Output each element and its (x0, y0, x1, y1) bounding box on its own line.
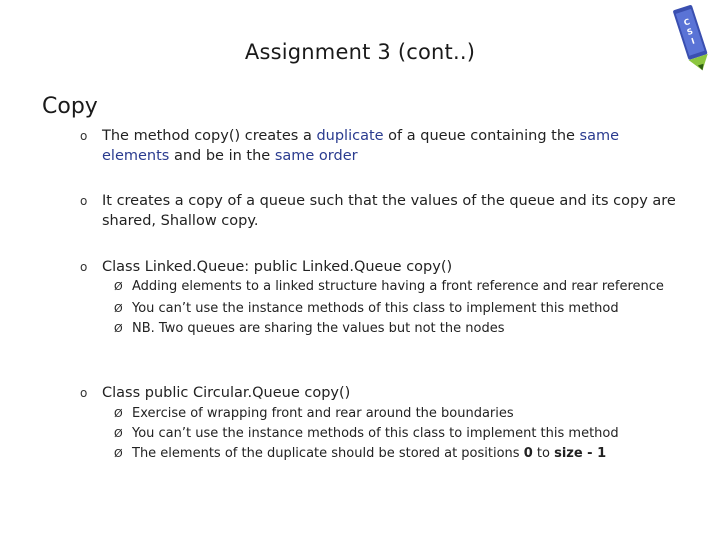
pencil-logo-icon (668, 2, 716, 74)
list-item (114, 299, 674, 319)
list-item-text: to (532, 446, 555, 461)
text-part: and be in the (169, 148, 275, 164)
bullet-marker: o (80, 260, 88, 274)
list-item-text: The elements of the duplicate should be stored at positions (132, 446, 524, 461)
list-item (114, 444, 674, 464)
section-heading: Copy (42, 94, 98, 119)
arrow-bullet-icon: Ø (114, 447, 123, 460)
svg-text:C: C (682, 17, 692, 28)
list-item-text: NB. Two queues are sharing the values but not the nodes (132, 321, 505, 336)
text-part: of a queue containing the (383, 128, 580, 144)
code-copy: copy() (194, 128, 241, 144)
text-part: creates a (240, 128, 317, 144)
arrow-bullet-icon: Ø (114, 427, 123, 440)
bullet-text (102, 126, 680, 166)
list-item-text: Adding elements to a linked structure having a front reference and rear reference (132, 279, 664, 294)
bullet-text: Class Linked.Queue: public Linked.Queue copy() (102, 259, 453, 275)
bullet-copy-method (80, 126, 680, 166)
linked-queue-sub-list (114, 279, 674, 339)
arrow-bullet-icon: Ø (114, 280, 123, 293)
svg-text:S: S (685, 26, 695, 37)
bullet-circular-queue (80, 383, 680, 403)
list-item (114, 404, 674, 424)
highlight-same-order: same order (274, 148, 358, 164)
bullet-text: It creates a copy of a queue such that the values of the queue and its copy are shared, Shallow copy. (102, 193, 676, 229)
bullet-linked-queue (80, 257, 680, 277)
bullet-text: Class public Circular.Queue copy() (102, 385, 351, 401)
bullet-shallow-copy (80, 191, 680, 231)
bullet-marker: o (80, 194, 88, 208)
list-item (114, 319, 674, 339)
highlight-same-elements: same elements (102, 128, 620, 164)
bullet-marker: o (80, 386, 88, 400)
list-item (114, 279, 674, 299)
list-item-text: You can’t use the instance methods of this class to implement this method (132, 301, 619, 316)
list-item-text: You can’t use the instance methods of this class to implement this method (132, 426, 619, 441)
list-item (114, 424, 674, 444)
svg-text:I: I (690, 36, 696, 47)
arrow-bullet-icon: Ø (114, 302, 123, 315)
circular-queue-sub-list (114, 404, 674, 464)
arrow-bullet-icon: Ø (114, 322, 123, 335)
highlight-duplicate: duplicate (316, 128, 384, 144)
list-item-text: Exercise of wrapping front and rear around the boundaries (132, 406, 514, 421)
bold-zero: 0 (523, 446, 533, 461)
slide-title: Assignment 3 (cont..) (244, 40, 476, 64)
arrow-bullet-icon: Ø (114, 407, 123, 420)
bullet-marker: o (80, 129, 88, 143)
text-part: The method (102, 128, 195, 144)
bold-size-minus-one: size - 1 (554, 446, 607, 461)
